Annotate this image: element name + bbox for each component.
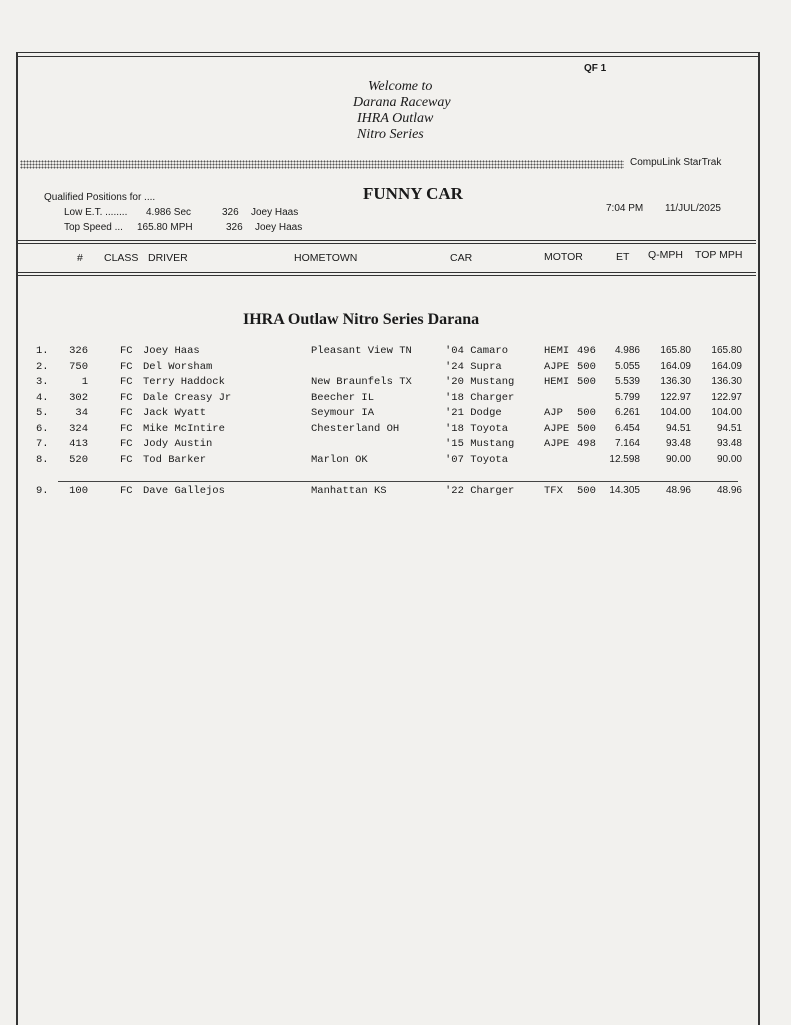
cell-num: 34 — [75, 407, 88, 419]
col-motor: MOTOR — [544, 251, 583, 263]
cell-driver: Jody Austin — [143, 438, 213, 450]
cell-driver: Terry Haddock — [143, 376, 225, 388]
cell-cls: FC — [120, 453, 133, 466]
cell-num: 302 — [69, 391, 88, 404]
cell-qmph: 104.00 — [660, 407, 691, 418]
low-et-label: Low E.T. ........ — [64, 207, 128, 218]
cell-hometown: Marlon OK — [311, 453, 368, 466]
header-rule-bottom-2 — [18, 275, 756, 276]
cell-top: 90.00 — [716, 453, 742, 465]
cell-driver: Tod Barker — [143, 453, 207, 466]
cell-num: 750 — [69, 360, 88, 373]
welcome-line-2: Darana Raceway — [353, 95, 451, 110]
cell-hometown: Chesterland OH — [311, 422, 400, 435]
cell-cls: FC — [120, 438, 133, 450]
cell-et: 5.799 — [614, 391, 640, 403]
software-label: CompuLink StarTrak — [630, 157, 722, 168]
cell-cls: FC — [120, 360, 133, 373]
cell-pos: 8. — [36, 453, 49, 466]
col-qmph: Q-MPH — [648, 249, 683, 261]
low-et-car-number: 326 — [222, 207, 239, 218]
cell-et: 6.261 — [614, 407, 640, 418]
cell-cid: 500 — [577, 360, 596, 373]
cell-cid: 500 — [577, 376, 596, 388]
col-car: CAR — [450, 252, 473, 264]
cell-et: 12.598 — [609, 453, 640, 465]
cell-car: '18 Toyota — [445, 422, 509, 435]
cell-motor: AJPE — [544, 422, 570, 435]
cell-qmph: 122.97 — [660, 391, 691, 403]
cell-pos: 7. — [36, 438, 49, 450]
cell-cls: FC — [120, 345, 133, 357]
dnq-separator — [58, 481, 738, 482]
cell-cid: 500 — [577, 407, 596, 419]
cell-pos: 4. — [36, 391, 49, 404]
header-rule-bottom — [18, 272, 756, 273]
top-speed-value: 165.80 MPH — [137, 222, 193, 233]
cell-hometown: Seymour IA — [311, 407, 375, 419]
cell-pos: 3. — [36, 376, 49, 388]
cell-car: '21 Dodge — [445, 407, 502, 419]
cell-et: 5.055 — [614, 360, 640, 372]
col-class: CLASS — [104, 252, 139, 264]
cell-qmph: 48.96 — [665, 485, 691, 496]
cell-car: '20 Mustang — [445, 376, 515, 388]
cell-pos: 9. — [36, 485, 49, 497]
cell-car: '22 Charger — [445, 485, 515, 497]
cell-top: 165.80 — [711, 345, 742, 356]
cell-cls: FC — [120, 376, 133, 388]
cell-top: 136.30 — [711, 376, 742, 387]
cell-top: 164.09 — [711, 360, 742, 372]
cell-qmph: 94.51 — [665, 422, 691, 434]
qualified-label: Qualified Positions for .... — [44, 192, 156, 203]
cell-pos: 6. — [36, 422, 49, 435]
cell-cls: FC — [120, 485, 133, 497]
col-topmph: TOP MPH — [695, 249, 743, 261]
cell-pos: 1. — [36, 345, 49, 357]
welcome-line-4: Nitro Series — [357, 127, 424, 142]
header-rule-top-2 — [18, 243, 756, 244]
cell-top: 48.96 — [716, 485, 742, 496]
cell-driver: Dave Gallejos — [143, 485, 225, 497]
cell-motor: AJPE — [544, 438, 570, 450]
report-time: 7:04 PM — [606, 203, 644, 214]
cell-car: '24 Supra — [445, 360, 502, 373]
cell-motor: AJP — [544, 407, 563, 419]
welcome-line-1: Welcome to — [368, 79, 433, 94]
cell-top: 122.97 — [711, 391, 742, 403]
low-et-value: 4.986 Sec — [146, 207, 192, 218]
cell-et: 5.539 — [614, 376, 640, 387]
cell-motor: HEMI — [544, 345, 570, 357]
event-title: IHRA Outlaw Nitro Series Darana — [243, 311, 480, 328]
cell-cls: FC — [120, 422, 133, 435]
cell-car: '04 Camaro — [445, 345, 509, 357]
welcome-line-3: IHRA Outlaw — [357, 111, 434, 126]
cell-num: 326 — [69, 345, 88, 357]
col-hometown: HOMETOWN — [294, 252, 358, 264]
cell-motor: TFX — [544, 485, 563, 497]
low-et-driver: Joey Haas — [251, 207, 299, 218]
cell-top: 93.48 — [716, 438, 742, 449]
cell-pos: 2. — [36, 360, 49, 373]
cell-cls: FC — [120, 407, 133, 419]
cell-qmph: 90.00 — [665, 453, 691, 465]
cell-driver: Jack Wyatt — [143, 407, 207, 419]
col-et: ET — [616, 251, 630, 263]
report-date: 11/JUL/2025 — [665, 203, 721, 214]
class-title: FUNNY CAR — [363, 184, 463, 203]
dotted-separator — [20, 160, 624, 169]
cell-num: 100 — [69, 485, 88, 497]
cell-driver: Joey Haas — [143, 345, 200, 357]
cell-car: '07 Toyota — [445, 453, 509, 466]
cell-num: 520 — [69, 453, 88, 466]
cell-qmph: 93.48 — [665, 438, 691, 449]
cell-et: 6.454 — [614, 422, 640, 434]
cell-driver: Dale Creasy Jr — [143, 391, 232, 404]
cell-cid: 500 — [577, 422, 596, 435]
cell-et: 14.305 — [609, 485, 640, 496]
cell-cid: 500 — [577, 485, 596, 497]
cell-motor: AJPE — [544, 360, 570, 373]
cell-cid: 498 — [577, 438, 596, 450]
cell-top: 94.51 — [716, 422, 742, 434]
col-driver: DRIVER — [148, 252, 188, 264]
header-rule-top — [18, 240, 756, 241]
col-num: # — [77, 252, 83, 264]
top-speed-label: Top Speed ... — [64, 222, 123, 233]
cell-pos: 5. — [36, 407, 49, 419]
cell-cid: 496 — [577, 345, 596, 357]
cell-num: 413 — [69, 438, 88, 450]
top-speed-car-number: 326 — [226, 222, 243, 233]
cell-qmph: 136.30 — [660, 376, 691, 387]
cell-qmph: 164.09 — [660, 360, 691, 372]
cell-hometown: Pleasant View TN — [311, 345, 412, 357]
cell-hometown: Manhattan KS — [311, 485, 387, 497]
page-code: QF 1 — [584, 63, 607, 74]
cell-top: 104.00 — [711, 407, 742, 418]
cell-cls: FC — [120, 391, 133, 404]
cell-car: '18 Charger — [445, 391, 515, 404]
cell-qmph: 165.80 — [660, 345, 691, 356]
cell-motor: HEMI — [544, 376, 570, 388]
cell-hometown: Beecher IL — [311, 391, 375, 404]
cell-num: 1 — [81, 376, 88, 388]
cell-hometown: New Braunfels TX — [311, 376, 412, 388]
cell-et: 7.164 — [614, 438, 640, 449]
cell-driver: Mike McIntire — [143, 422, 225, 435]
top-speed-driver: Joey Haas — [255, 222, 303, 233]
cell-et: 4.986 — [614, 345, 640, 356]
cell-num: 324 — [69, 422, 88, 435]
cell-driver: Del Worsham — [143, 360, 213, 373]
cell-car: '15 Mustang — [445, 438, 515, 450]
